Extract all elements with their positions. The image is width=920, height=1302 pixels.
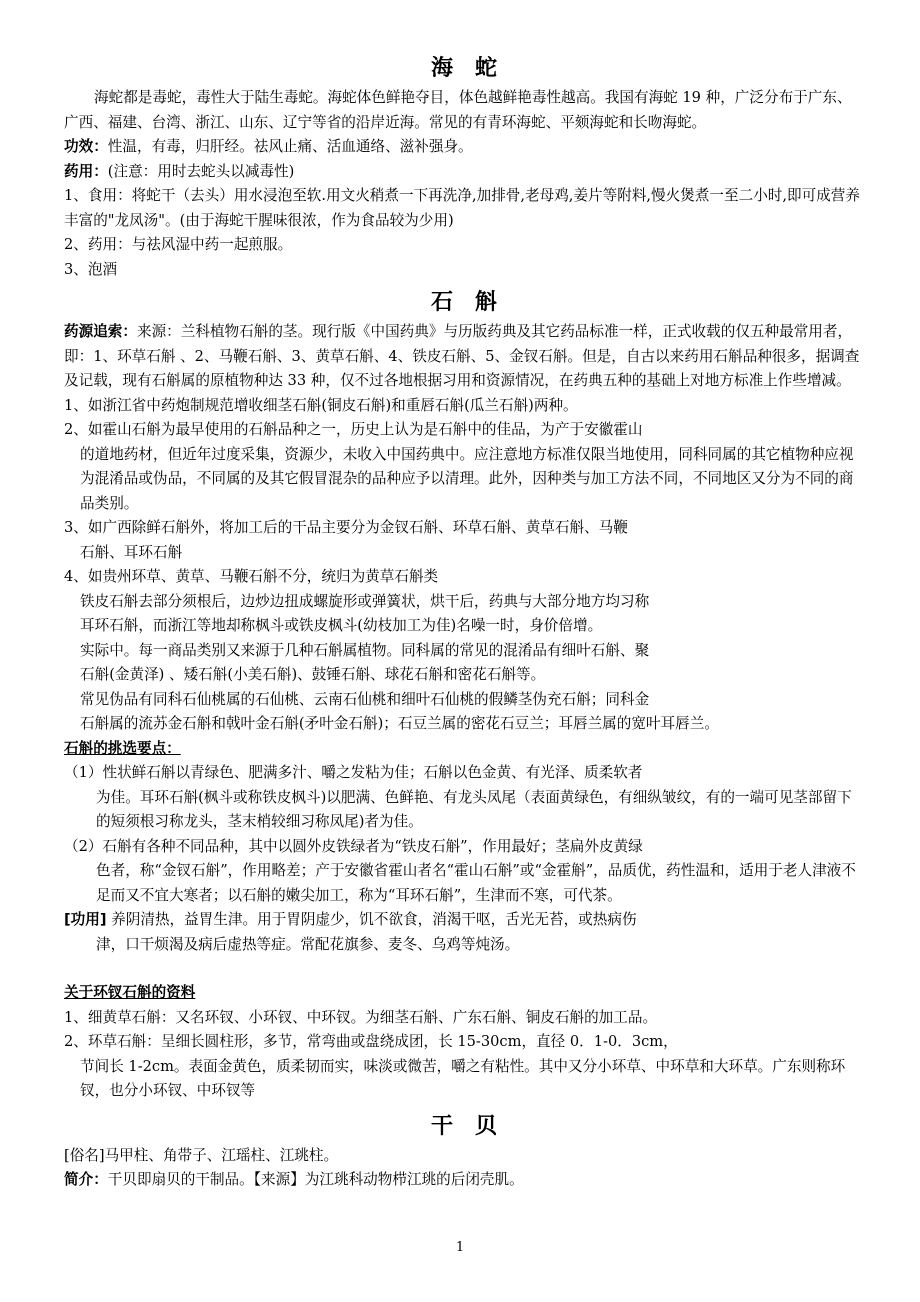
scallop-intro <box>64 1168 864 1193</box>
use-item-1: 1、食用：将蛇干（去头）用水浸泡至软.用文火稍煮一下再洗净,加排骨,老母鸡,姜片等附料,慢火煲煮一至二小时,即可成营养丰富的"龙凤汤"。(由于海蛇干腥味很浓，作为食品较为少用) <box>64 187 860 229</box>
tip-2a: （2）石斛有各种不同品种，其中以圆外皮铁绿者为“铁皮石斛”，作用最好；茎扁外皮黄绿 <box>64 837 643 855</box>
efficacy-label: 功效： <box>64 138 108 155</box>
use-note: (注意：用时去蛇头以减毒性) <box>107 162 295 180</box>
page-number: 1 <box>455 1240 465 1255</box>
scallop-alias: [俗名]马甲柱、角带子、江瑶柱、江珧柱。 <box>64 1146 339 1164</box>
tip-1b: 为佳。耳环石斛(枫斗或称铁皮枫斗)以肥满、色鲜艳、有龙头凤尾（表面黄绿色，有细纵皱纹，有的一端可见茎部留下的短须根习称龙头，茎末梢较细习称凤尾)者为佳。 <box>96 788 852 830</box>
document-page <box>64 52 864 1193</box>
efficacy-text: 性温，有毒，归肝经。祛风止痛、活血通络、滋补强身。 <box>107 138 473 155</box>
about-item-2b: 节间长 1-2cm。表面金黄色，质柔韧而实，味淡或微苦，嚼之有粘性。其中又分小环草、中环草和大环草。广东则称环钗，也分小环钗、中环钗等 <box>80 1057 846 1099</box>
sea-snake-intro: 海蛇都是毒蛇，毒性大于陆生毒蛇。海蛇体色鲜艳夺目，体色越鲜艳毒性越高。我国有海蛇 19 种，广泛分布于广东、广西、福建、台湾、浙江、山东、辽宁等省的沿岸近海。常见的有青环海蛇、平颏海蛇和长吻海蛇。 <box>64 89 852 131</box>
dendrobium-point-4a: 4、如贵州环草、黄草、马鞭石斛不分，统归为黄草石斛类 <box>64 568 439 585</box>
dendrobium-point-4b: 铁皮石斛去部分须根后，边炒边扭成螺旋形或弹簧状，烘干后，药典与大部分地方均习称 <box>80 592 650 610</box>
function-line-b: 津，口干烦渴及病后虚热等症。常配花旗参、麦冬、乌鸡等炖汤。 <box>96 935 520 953</box>
dendrobium-point-4g: 石斛属的流苏金石斛和戟叶金石斛(矛叶金石斛)；石豆兰属的密花石豆兰；耳唇兰属的宽叶耳唇兰。 <box>80 715 719 732</box>
dendrobium-source <box>64 320 864 394</box>
scallop-intro-text: 干贝即扇贝的干制品。【来源】为江珧科动物栉江珧的后闭壳肌。 <box>107 1171 524 1188</box>
dendrobium-point-2a: 2、如霍山石斛为最早使用的石斛品种之一，历史上认为是石斛中的佳品，为产于安徽霍山 <box>64 421 643 438</box>
tip-2b: 色者，称“金钗石斛”，作用略差；产于安徽省霍山者名“霍山石斛”或“金霍斛”，品质优，药性温和，适用于老人津液不足而又不宜大寒者；以石斛的嫩尖加工，称为“耳环石斛”，生津而不寒，可代茶。 <box>96 862 856 904</box>
section-title-sea-snake: 海蛇 <box>430 56 519 81</box>
dendrobium-point-4d: 实际中。每一商品类别又来源于几种石斛属植物。同科属的常见的混淆品有细叶石斛、聚 <box>80 641 650 659</box>
section-title-dried-scallop: 干贝 <box>430 1113 519 1139</box>
use-item-2: 2、药用：与祛风湿中药一起煎服。 <box>64 236 293 253</box>
about-item-2a: 2、环草石斛：呈细长圆柱形，多节，常弯曲或盘绕成团，长 15-30cm，直径 0．1-0．3cm， <box>64 1033 678 1050</box>
dendrobium-point-2b: 的道地药材，但近年过度采集，资源少，未收入中国药典中。应注意地方标准仅限当地使用，同科同属的其它植物种应视为混淆品或伪品，不同属的及其它假冒混杂的品种应予以清理。此外，因种类与加工方法不同，不同地区又分为不同的商品类别。 <box>80 445 854 512</box>
selection-tips-heading: 石斛的挑选要点： <box>64 739 181 757</box>
use-item-3: 3、泡酒 <box>64 260 118 278</box>
use-label: 药用： <box>64 162 108 180</box>
dendrobium-point-3b: 石斛、耳环石斛 <box>80 543 183 561</box>
dendrobium-point-3a: 3、如广西除鲜石斛外，将加工后的干品主要分为金钗石斛、环草石斛、黄草石斛、马鞭 <box>64 519 628 536</box>
function-label: [功用] <box>64 911 107 928</box>
function-text-a: 养阴清热，益胃生津。用于胃阴虚少，饥不欲食，消渴干呕，舌光无苔，或热病伤 <box>106 911 637 928</box>
sea-snake-use <box>64 160 864 185</box>
dendrobium-point-4f: 常见伪品有同科石仙桃属的石仙桃、云南石仙桃和细叶石仙桃的假鳞茎伪充石斛；同科金 <box>80 690 650 708</box>
source-text: 来源：兰科植物石斛的茎。现行版《中国药典》与历版药典及其它药品标准一样，正式收载的仅五种最常用者，即：1、环草石斛 、2、马鞭石斛、3、黄草石斛、4、铁皮石斛、5、金钗石斛。但是，自古以来药用石斛品种很多，据调查及记载，现有石斛属的原植物种达 33 种，仅不过各地根据习用和资源情况，在药典五种的基础上对地方标准上作些增减。 <box>64 323 860 389</box>
section-title-dendrobium: 石斛 <box>430 290 519 315</box>
scallop-intro-label: 简介： <box>64 1171 108 1188</box>
dendrobium-point-1: 1、如浙江省中药炮制规范增收细茎石斛(铜皮石斛)和重唇石斛(瓜兰石斛)两种。 <box>64 396 578 414</box>
about-heading: 关于环钗石斛的资料 <box>64 984 196 1001</box>
dendrobium-point-4c: 耳环石斛，而浙江等地却称枫斗或铁皮枫斗(幼枝加工为佳)名噪一时，身价倍增。 <box>80 617 603 634</box>
source-label: 药源追索： <box>64 323 137 340</box>
dendrobium-point-4e: 石斛(金黄泽) 、矮石斛(小美石斛)、鼓锤石斛、球花石斛和密花石斛等。 <box>80 666 546 683</box>
sea-snake-efficacy <box>64 135 864 160</box>
about-item-1: 1、细黄草石斛：又名环钗、小环钗、中环钗。为细茎石斛、广东石斛、铜皮石斛的加工品。 <box>64 1008 658 1026</box>
function-line-a <box>64 908 864 933</box>
tip-1a: （1）性状鲜石斛以青绿色、肥满多汁、嚼之发粘为佳；石斛以色金黄、有光泽、质柔软者 <box>64 764 643 781</box>
